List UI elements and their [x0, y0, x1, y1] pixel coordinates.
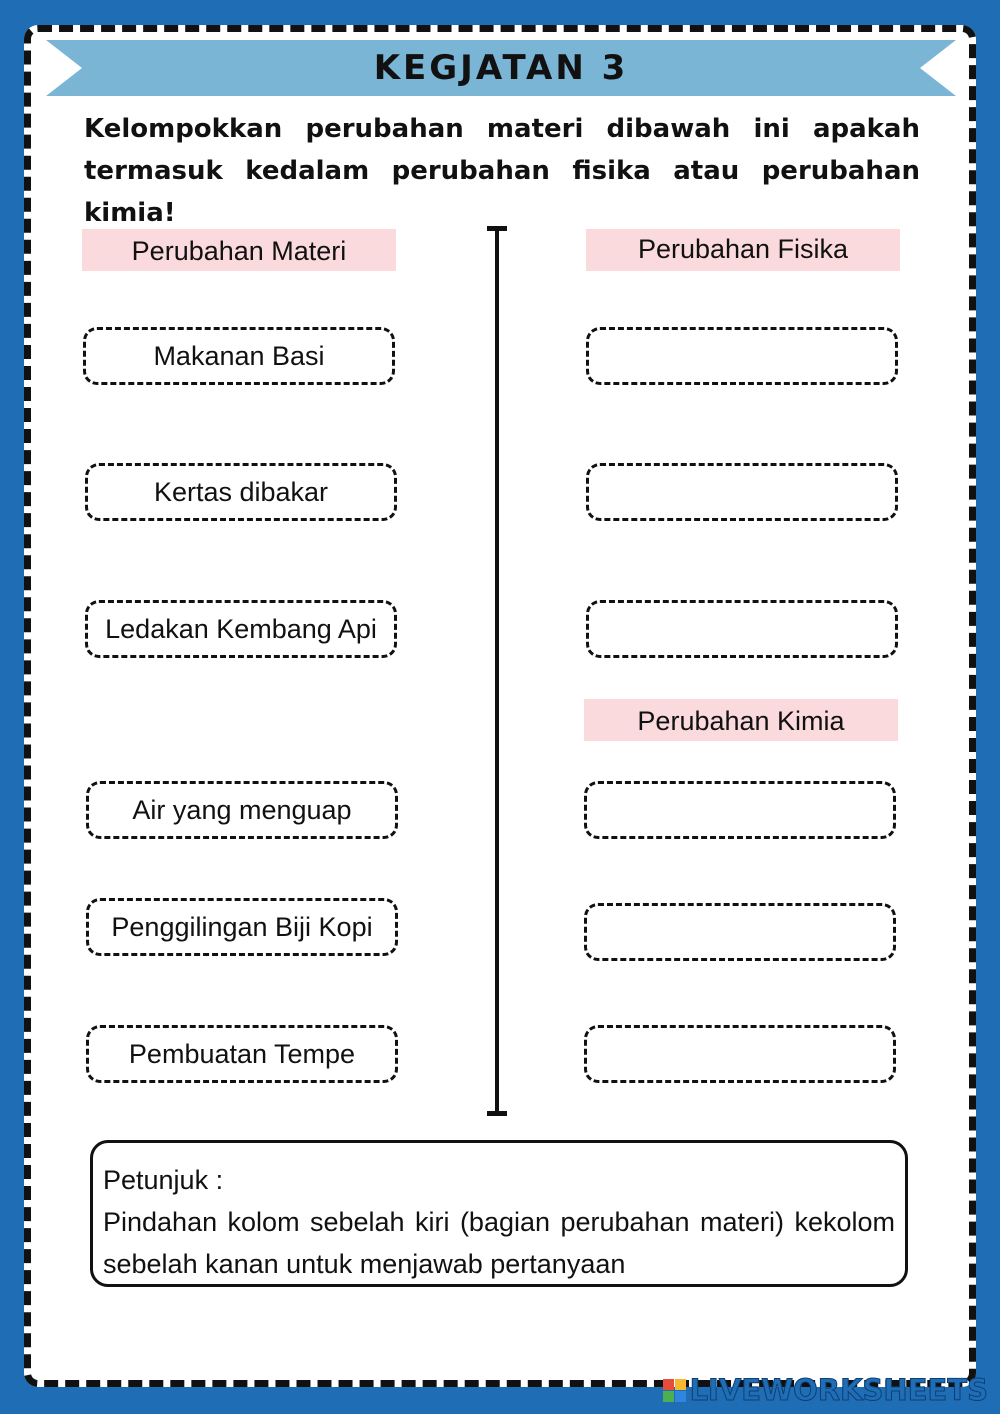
- draggable-item-air-yang-menguap[interactable]: Air yang menguap: [86, 781, 398, 839]
- column-divider: [495, 228, 499, 1114]
- divider-bottom-cap: [487, 1111, 507, 1116]
- watermark-text: LIVEWORKSHEETS: [689, 1373, 988, 1407]
- liveworksheets-logo-icon: [663, 1379, 686, 1402]
- title-banner: [46, 40, 956, 96]
- instructions-note-box: [90, 1140, 908, 1287]
- drop-zone-kimia-1[interactable]: [584, 781, 896, 839]
- liveworksheets-watermark: [663, 1374, 988, 1406]
- instruction-text: Kelompokkan perubahan materi dibawah ini apakah termasuk kedalam perubahan fisika atau perubahan kimia!: [84, 114, 920, 228]
- divider-top-cap: [487, 226, 507, 231]
- activity-title: KEGJATAN 3: [373, 48, 629, 88]
- note-body: Pindahan kolom sebelah kiri (bagian perubahan materi) kekolom sebelah kanan untuk menjawab pertanyaan: [103, 1207, 895, 1279]
- draggable-item-makanan-basi[interactable]: Makanan Basi: [83, 327, 395, 385]
- draggable-item-penggilingan-biji-kopi[interactable]: Penggilingan Biji Kopi: [86, 898, 398, 956]
- draggable-item-ledakan-kembang-api[interactable]: Ledakan Kembang Api: [85, 600, 397, 658]
- draggable-item-pembuatan-tempe[interactable]: Pembuatan Tempe: [86, 1025, 398, 1083]
- header-perubahan-materi: Perubahan Materi: [82, 229, 396, 271]
- header-perubahan-fisika: Perubahan Fisika: [586, 229, 900, 271]
- header-perubahan-kimia: Perubahan Kimia: [584, 699, 898, 741]
- draggable-item-kertas-dibakar[interactable]: Kertas dibakar: [85, 463, 397, 521]
- drop-zone-kimia-3[interactable]: [584, 1025, 896, 1083]
- drop-zone-fisika-2[interactable]: [586, 463, 898, 521]
- note-title: Petunjuk :: [103, 1165, 224, 1195]
- drop-zone-kimia-2[interactable]: [584, 903, 896, 961]
- drop-zone-fisika-1[interactable]: [586, 327, 898, 385]
- drop-zone-fisika-3[interactable]: [586, 600, 898, 658]
